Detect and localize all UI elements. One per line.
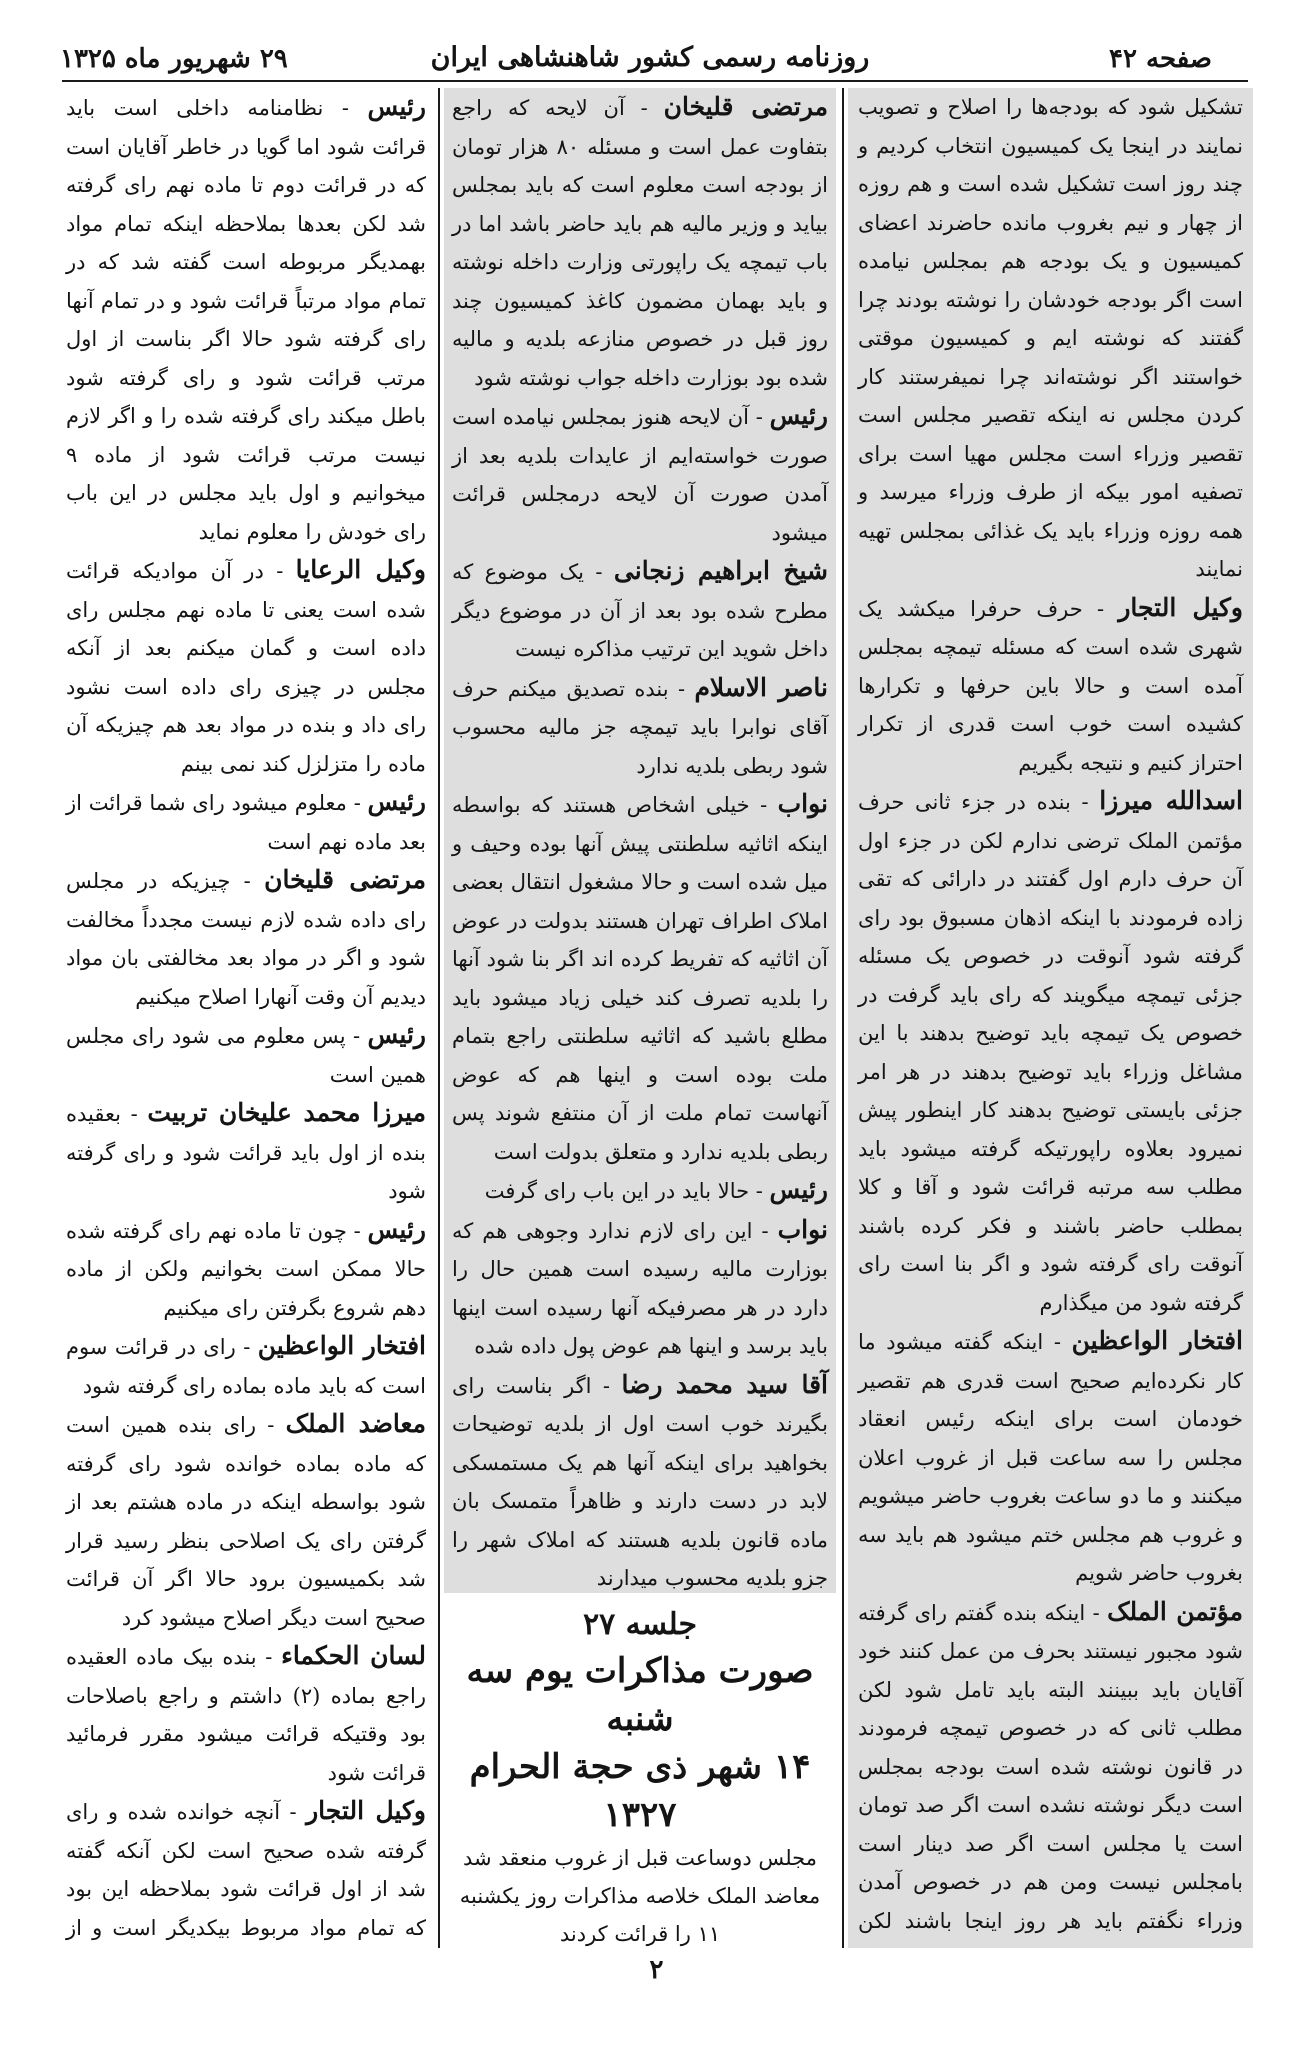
speaker-name: معاضد الملک — [285, 1409, 427, 1438]
speech-text: بنده بیک ماده العقیده راجع بماده (۲) داشتم و راجع باصلاحات بود وقتیکه قرائت میشود مقرر فرمائید قرائت شود — [66, 1645, 426, 1785]
speaker-name: رئیس — [367, 92, 426, 121]
left-column — [60, 88, 432, 1948]
speech-paragraph: لسان الحکماء - بنده بیک ماده العقیده راجع بماده (۲) داشتم و راجع باصلاحات بود وقتیکه قرائت میشود مقرر فرمائید قرائت شود — [66, 1641, 427, 1785]
session-intro: مجلس دوساعت قبل از غروب منعقد شد معاضد الملک خلاصه مذاکرات روز یکشنبه ۱۱ را قرائت کردند — [459, 1846, 821, 1946]
speech-text: حالا باید در این باب رای گرفت — [484, 1179, 750, 1203]
speech-paragraph: مرتضی قلیخان - چیزیکه در مجلس رای داده شده لازم نیست مجدداً مخالفت شود و اگر در مواد بعد مخالفتی بان مواد دیدیم آن وقت آنهارا اصلاح میکنیم — [66, 865, 427, 1009]
speech-paragraph — [858, 88, 1243, 589]
speaker-name: رئیس — [367, 1020, 426, 1049]
column-divider — [842, 88, 844, 1948]
column-divider — [438, 88, 440, 1948]
speech-paragraph: آقا سید محمد رضا - اگر بناست رای بگیرند خوب است اول از بلدیه توضیحات بخواهید برای اینکه آنها هم یک مستمسکی لابد در دست دارند و ظاهراً متمسک بان ماده قانون بلدیه هستند که املاک شهر را جزو بلدیه محسوب میدارند — [452, 1369, 828, 1590]
speech-text: آن لایحه هنوز بمجلس نیامده است صورت خواسته‌ایم از عایدات بلدیه بعد از آمدن صورت آن لایحه درمجلس قرائت میشود — [452, 405, 828, 545]
speech-text: نظامنامه داخلی است باید قرائت شود اما گویا در خاطر آقایان است که در قرائت دوم تا ماده نهم رای گرفته شد لکن بعدها بملاحظه اینکه تمام مواد بهمدیگر مربوطه است گفته شد که در تمام مواد مرتباً قرائت شود و در تمام آنها رای گرفته شود حالا اگر بناست از اول مرتب قرائت شود و رای گرفته شود باطل میکند رای گرفته شده را و اگر لازم نیست مرتب قرائت شود از ماده ۹ میخوانیم و اول باید مجلس در این باب رای خودش را معلوم نماید — [66, 96, 426, 544]
right-column — [848, 88, 1253, 1948]
newspaper-title: روزنامه رسمی کشور شاهنشاهی ایران — [430, 42, 870, 73]
session-block — [452, 1603, 828, 1948]
speaker-name: مؤتمن الملک — [1107, 1596, 1243, 1626]
speech-paragraph: وکیل الرعایا - در آن موادیکه قرائت شده است یعنی تا ماده نهم مجلس رای داده است و گمان میکنم بعد از آنکه مجلس در چیزی رای داده است نشود رای داد و بنده در مواد بعد هم چیزیکه آن ماده را متزلزل کند نمی بینم — [66, 555, 426, 776]
speaker-name: شیخ ابراهیم زنجانی — [613, 556, 828, 585]
speech-text: بنده تصدیق میکنم حرف آقای نوابرا باید تیمچه جز مالیه محسوب شود ربطی بلدیه ندارد — [452, 676, 828, 778]
speech-text: بنده در جزء ثانی حرف مؤتمن الملک ترضی ندارم لکن در جزء اول آن حرف دارم اول گفتند در دارائی که تقی زاده فرمودند با اینکه اذهان مسبوق بود رای گرفته شود آنوقت در خصوص یک مسئله جزئی تیمچه میگویند که رای باید گرفت در خصوص یک تیمچه باید توضیح بدهند با این مشاغل وزراء باید توضیح بدهند در هر امر جزئی بایستی توضیح بدهند کار اینطور پیش نمیرود بعلاوه راپورتیکه گرفته میشود باید مطلب سه مرتبه قرائت شود و آقا و کلا بمطلب حاضر باشند و فکر کرده باشند آنوقت رای گرفته شود و اگر بنا است رای گرفته شود من میگذارم — [858, 790, 1243, 1315]
speech-paragraph: نواب - این رای لازم ندارد وجوهی هم که بوزارت مالیه رسیده است همین حال را دارد در هر مصرفیکه آنها رسیده است اینها باید برسد و اینها هم عوض پول داده شده — [452, 1214, 828, 1358]
header-rule — [62, 80, 1248, 82]
speaker-name: نواب — [777, 1214, 828, 1244]
speech-text: معلوم میشود رای شما قرائت از بعد ماده نهم است — [66, 791, 426, 854]
speech-paragraph: رئیس - پس معلوم می شود رای مجلس همین است — [66, 1020, 426, 1087]
speaker-name: رئیس — [769, 1175, 828, 1204]
speech-paragraph: اسدالله میرزا - بنده در جزء ثانی حرف مؤتمن الملک ترضی ندارم لکن در جزء اول آن حرف دارم اول گفتند در دارائی که تقی زاده فرمودند با اینکه اذهان مسبوق بود رای گرفته شود آنوقت در خصوص یک مسئله جزئی تیمچه میگویند که رای باید گرفت در خصوص یک تیمچه باید توضیح بدهند با این مشاغل وزراء باید توضیح بدهند در هر امر جزئی بایستی توضیح بدهند کار اینطور پیش نمیرود بعلاوه راپورتیکه گرفته میشود باید مطلب سه مرتبه قرائت شود و آقا و کلا بمطلب حاضر باشند و فکر کرده باشند آنوقت رای گرفته شود و اگر بنا است رای گرفته شود من میگذارم — [858, 786, 1243, 1315]
speech-text: در آن موادیکه قرائت شده است یعنی تا ماده نهم مجلس رای داده است و گمان میکنم بعد از آنکه مجلس در چیزی رای داده است نشود رای داد و بنده در مواد بعد هم چیزیکه آن ماده را متزلزل کند نمی بینم — [66, 559, 426, 776]
speech-paragraph: وکیل التجار - آنچه خوانده شده و رای گرفته شده صحیح است لکن آنکه گفته شد از اول قرائت شود بملاحظه این بود که تمام مواد مربوط بیکدیگر است و از — [66, 1792, 426, 1948]
speech-paragraph: رئیس - آن لایحه هنوز بمجلس نیامده است صورت خواسته‌ایم از عایدات بلدیه بعد از آمدن صورت آن لایحه درمجلس قرائت میشود — [452, 401, 829, 545]
speech-paragraph: رئیس - معلوم میشود رای شما قرائت از بعد ماده نهم است — [66, 787, 426, 854]
speech-text: حرف حرفرا میکشد یک شهری شده است که مسئله تیمچه بمجلس آمده است و حالا باین حرفها و تکرارها کشیده است خوب است قدری از تکرار احتراز کنیم و نتیجه بگیریم — [858, 596, 1243, 775]
middle-column — [444, 88, 836, 1948]
page-header — [60, 38, 1240, 78]
speaker-name: اسدالله میرزا — [1099, 786, 1243, 815]
speech-paragraph: میرزا محمد علیخان تربیت - بعقیده بنده از اول باید قرائت شود و رای گرفته شود — [66, 1098, 426, 1203]
speaker-name: لسان الحکماء — [281, 1641, 427, 1670]
speaker-name: نواب — [777, 789, 828, 818]
speech-text: رای در قرائت سوم است که باید ماده بماده رای گرفته شود — [66, 1335, 426, 1398]
speech-text: رای بنده همین است که ماده بماده خوانده شود رای گرفته شود بواسطه اینکه در ماده هشتم بعد از گرفتن رای یک اصلاحی بنظر رسید قرار شد بکمیسیون برود حالا اگر آن قرائت صحیح است دیگر اصلاح میشود کرد — [66, 1413, 426, 1630]
speech-paragraph: مؤتمن الملک - اینکه بنده گفتم رای گرفته شود مجبور نیستند بحرف من عمل کنند خود آقایان باید ببینند البته باید تامل شود لکن مطلب ثانی که در خصوص تیمچه فرمودند در قانون نوشته شده است بودجه بمجلس است دیگر نوشته نشده است اگر صد تومان است یا مجلس است اگر صد دینار است بامجلس نیست ومن هم در خصوص آمدن وزراء نگفتم باید هر روز اینجا باشند لکن — [858, 1593, 1243, 1949]
speech-text: یک موضوع که مطرح شده بود بعد از آن در موضوع دیگر داخل شوید این ترتیب مذاکره نیست — [452, 560, 828, 661]
speech-text: آن لایحه که راجع بتفاوت عمل است و مسئله ۸۰ هزار تومان از بودجه است معلوم است که باید بمجلس بیاید و وزیر مالیه هم باید حاضر باشد اما در باب تیمچه یک راپورتی وزارت داخله نوشته و باید بهمان مضمون کاغذ کمیسیون چند روز قبل در خصوص منازعه بلدیه و مالیه شده بود بوزارت داخله جواب نوشته شود — [452, 96, 828, 390]
speech-paragraph: نواب - خیلی اشخاص هستند که بواسطه اینکه اثاثیه سلطنتی پیش آنها بوده وحیف و میل شده است و حالا مشغول انتقال بعضی املاک اطراف تهران هستند بدولت در عوض آن اثاثیه که تفریط کرده اند اگر بنا شود آنها را بلدیه تصرف کند خیلی زیاد میشود باید مطلع باشید که اثاثیه سلطنتی راجع بتمام ملت بوده است و اینها هم که عوض آنهاست تمام ملت از آن منتفع شوند پس ربطی بلدیه ندارد و متعلق بدولت است — [452, 789, 828, 1164]
speaker-name: میرزا محمد علیخان تربیت — [147, 1098, 426, 1127]
speech-paragraph: افتخار الواعظین - اینکه گفته میشود ما کار نکرده‌ایم صحیح است قدری هم تقصیر خودمان است برای اینکه رئیس انعقاد مجلس را سه ساعت قبل از غروب اعلان میکنند و ما دو ساعت بغروب حاضر میشویم و غروب هم مجلس ختم میشود هم باید سه بغروب حاضر شویم — [858, 1326, 1243, 1585]
speaker-name: افتخار الواعظین — [1071, 1326, 1243, 1355]
session-title: صورت مذاکرات یوم سه شنبه — [466, 1651, 814, 1739]
speaker-name: مرتضی قلیخان — [264, 865, 427, 894]
middle-column-debate — [444, 88, 836, 1593]
header-page-label: صفحه ۴۲ — [1109, 44, 1212, 74]
header-date: ۲۹ شهریور ماه ۱۳۲۵ — [60, 44, 288, 74]
speech-text: اگر بناست رای بگیرند خوب است اول از بلدیه توضیحات بخواهید برای اینکه آنها هم یک مستمسکی لابد در دست دارند و ظاهراً متمسک بان ماده قانون بلدیه هستند که املاک شهر را جزو بلدیه محسوب میدارند — [452, 1373, 828, 1590]
speech-text: چیزیکه در مجلس رای داده شده لازم نیست مجدداً مخالفت شود و اگر در مواد بعد مخالفتی بان مواد دیدیم آن وقت آنهارا اصلاح میکنیم — [66, 869, 426, 1009]
speaker-name: ناصر الاسلام — [694, 672, 828, 702]
speech-paragraph: رئیس - چون تا ماده نهم رای گرفته شده حالا ممکن است بخوانیم ولکن از ماده دهم شروع بگرفتن رای میکنیم — [66, 1214, 426, 1320]
speech-text: بعقیده بنده از اول باید قرائت شود و رای گرفته شود — [66, 1102, 426, 1203]
speaker-name: وکیل الرعایا — [295, 555, 426, 584]
speech-text: چون تا ماده نهم رای گرفته شده حالا ممکن است بخوانیم ولکن از ماده دهم شروع بگرفتن رای میکنیم — [66, 1218, 426, 1320]
page-number: ۲ — [649, 1955, 664, 1985]
speech-text: اینکه بنده گفتم رای گرفته شود مجبور نیستند بحرف من عمل کنند خود آقایان باید ببینند البته باید تامل شود لکن مطلب ثانی که در خصوص تیمچه فرمودند در قانون نوشته شده است بودجه بمجلس است دیگر نوشته نشده است اگر صد تومان است یا مجلس است اگر صد دینار است بامجلس نیست ومن هم در خصوص آمدن وزراء نگفتم باید هر روز اینجا باشند لکن — [858, 1600, 1243, 1933]
speech-paragraph: معاضد الملک - رای بنده همین است که ماده بماده خوانده شود رای گرفته شود بواسطه اینکه در ماده هشتم بعد از گرفتن رای یک اصلاحی بنظر رسید قرار شد بکمیسیون برود حالا اگر آن قرائت صحیح است دیگر اصلاح میشود کرد — [66, 1409, 427, 1630]
speech-paragraph: ناصر الاسلام - بنده تصدیق میکنم حرف آقای نوابرا باید تیمچه جز مالیه محسوب شود ربطی بلدیه ندارد — [452, 672, 828, 778]
speech-text: پس معلوم می شود رای مجلس همین است — [66, 1024, 426, 1087]
speech-paragraph: رئیس - نظامنامه داخلی است باید قرائت شود اما گویا در خاطر آقایان است که در قرائت دوم تا ماده نهم رای گرفته شد لکن بعدها بملاحظه اینکه تمام مواد بهمدیگر مربوطه است گفته شد که در تمام مواد مرتباً قرائت شود و در تمام آنها رای گرفته شود حالا اگر بناست از اول مرتب قرائت شود و رای گرفته شود باطل میکند رای گرفته شده را و اگر لازم نیست مرتب قرائت شود از ماده ۹ میخوانیم و اول باید مجلس در این باب رای خودش را معلوم نماید — [66, 92, 426, 544]
speech-text: خیلی اشخاص هستند که بواسطه اینکه اثاثیه سلطنتی پیش آنها بوده وحیف و میل شده است و حالا مشغول انتقال بعضی املاک اطراف تهران هستند بدولت در عوض آن اثاثیه که تفریط کرده اند اگر بنا شود آنها را بلدیه تصرف کند خیلی زیاد میشود باید مطلع باشید که اثاثیه سلطنتی راجع بتمام ملت بوده است و اینها هم که عوض آنهاست تمام ملت از آن منتفع شوند پس ربطی بلدیه ندارد و متعلق بدولت است — [452, 793, 828, 1164]
session-date: ۱۴ شهر ذی حجة الحرام ۱۳۲۷ — [469, 1747, 811, 1835]
speech-text: اینکه گفته میشود ما کار نکرده‌ایم صحیح است قدری هم تقصیر خودمان است برای اینکه رئیس انعقاد مجلس را سه ساعت قبل از غروب اعلان میکنند و ما دو ساعت بغروب حاضر میشویم و غروب هم مجلس ختم میشود هم باید سه بغروب حاضر شویم — [858, 1330, 1243, 1585]
speaker-name: رئیس — [769, 401, 829, 430]
speech-paragraph: وکیل التجار - حرف حرفرا میکشد یک شهری شده است که مسئله تیمچه بمجلس آمده است و حالا باین حرفها و تکرارها کشیده است خوب است قدری از تکرار احتراز کنیم و نتیجه بگیریم — [858, 592, 1243, 775]
speech-text: این رای لازم ندارد وجوهی هم که بوزارت مالیه رسیده است همین حال را دارد در هر مصرفیکه آنها رسیده است اینها باید برسد و اینها هم عوض پول داده شده — [452, 1218, 828, 1358]
speaker-name: افتخار الواعظین — [257, 1331, 426, 1360]
speaker-name: رئیس — [367, 1214, 426, 1244]
speech-paragraph: رئیس - حالا باید در این باب رای گرفت — [484, 1175, 828, 1204]
speech-paragraph: افتخار الواعظین - رای در قرائت سوم است که باید ماده بماده رای گرفته شود — [66, 1331, 426, 1398]
speaker-name: مرتضی قلیخان — [663, 92, 829, 121]
speaker-name: رئیس — [367, 787, 426, 816]
speaker-name: وکیل التجار — [1118, 592, 1243, 622]
speech-paragraph: شیخ ابراهیم زنجانی - یک موضوع که مطرح شده بود بعد از آن در موضوع دیگر داخل شوید این ترتیب مذاکره نیست — [452, 556, 828, 661]
speaker-name: آقا سید محمد رضا — [621, 1369, 828, 1399]
session-number: جلسه ۲۷ — [582, 1607, 697, 1642]
speech-text: تشکیل شود که بودجه‌ها را اصلاح و تصویب نمایند در اینجا یک کمیسیون انتخاب کردیم و چند روز است تشکیل شده است و هم روزه از چهار و نیم بغروب مانده حاضرند اعضای کمیسیون و یک بودجه هم بمجلس نیامده است اگر بودجه خودشان را نوشته بودند چرا گفتند که نوشته ایم و کمیسیون موقتی خواستند اگر نوشته‌اند چرا نمیفرستند کار کردن مجلس نه اینکه تقصیر مجلس است تقصیر وزراء است مجلس مهیا است برای تصفیه امور بیکه از طرف وزراء میرسد و همه روزه وزراء باید یک غذائی بمجلس تهیه نمایند — [858, 95, 1243, 581]
speaker-name: وکیل التجار — [306, 1796, 426, 1825]
speech-paragraph: مرتضی قلیخان - آن لایحه که راجع بتفاوت عمل است و مسئله ۸۰ هزار تومان از بودجه است معلوم است که باید بمجلس بیاید و وزیر مالیه هم باید حاضر باشد اما در باب تیمچه یک راپورتی وزارت داخله نوشته و باید بهمان مضمون کاغذ کمیسیون چند روز قبل در خصوص منازعه بلدیه و مالیه شده بود بوزارت داخله جواب نوشته شود — [452, 92, 829, 390]
speech-text: آنچه خوانده شده و رای گرفته شده صحیح است لکن آنکه گفته شد از اول قرائت شود بملاحظه این بود که تمام مواد مربوط بیکدیگر است و از — [66, 1800, 426, 1940]
